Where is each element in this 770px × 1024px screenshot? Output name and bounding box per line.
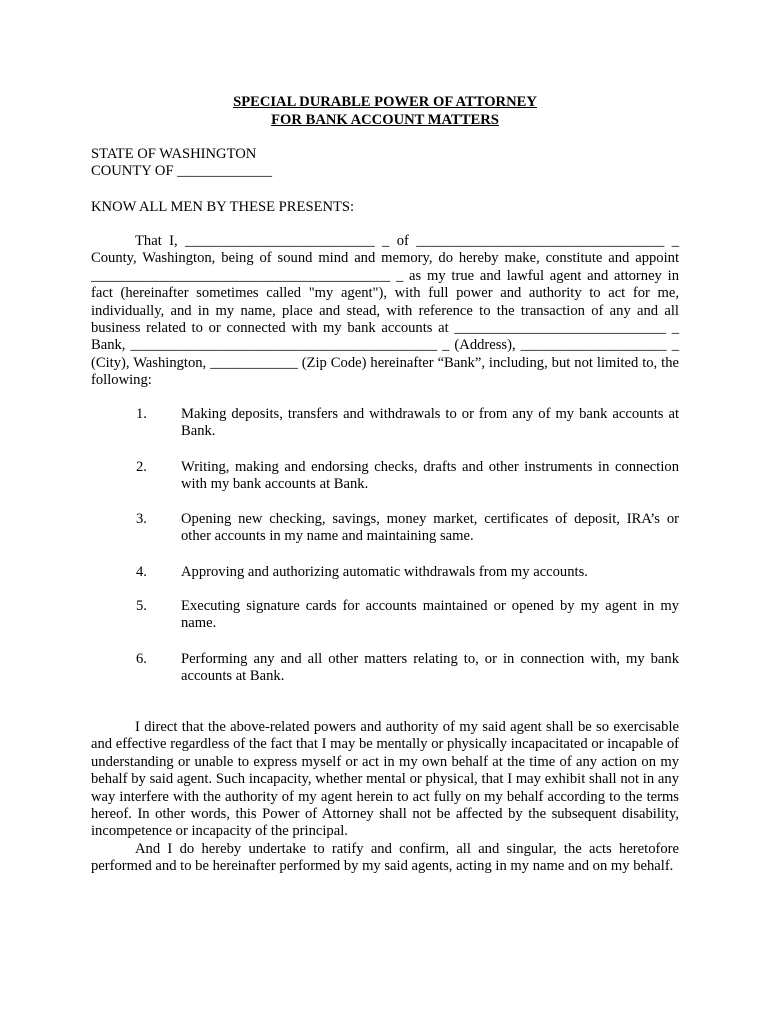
list-item bbox=[91, 406, 679, 441]
list-item-text: Performing any and all other matters relating to, or in connection with, my bank accounts at Bank. bbox=[181, 651, 679, 685]
list-item-number: 4. bbox=[136, 564, 147, 580]
document-title-line-1: SPECIAL DURABLE POWER OF ATTORNEY bbox=[233, 94, 537, 110]
list-item-number: 6. bbox=[136, 651, 147, 667]
list-item-number: 3. bbox=[136, 511, 147, 527]
list-item-text: Writing, making and endorsing checks, drafts and other instruments in connection with my bank accounts at Bank. bbox=[181, 459, 679, 493]
list-item-number: 2. bbox=[136, 459, 147, 475]
incapacity-paragraph: I direct that the above-related powers and authority of my said agent shall be so exercisable and effective regardless of the fact that I may be mentally or physically incapacitated or incapable of understanding or unable to express myself or act in my own behalf at the time of any action on my behalf by said agent. Such incapacity, whether mental or physical, that I may exhibit shall not in any way interfere with the authority of my agent herein to act fully on my behalf according to the terms hereof. In other words, this Power of Attorney shall not be affected by the subsequent disability, incompetence or incapacity of the principal. bbox=[91, 719, 679, 840]
list-item bbox=[91, 564, 679, 581]
state-line: STATE OF WASHINGTON bbox=[91, 146, 257, 162]
list-item-text: Making deposits, transfers and withdrawals to or from any of my bank accounts at Bank. bbox=[181, 406, 679, 440]
list-item-text: Approving and authorizing automatic withdrawals from my accounts. bbox=[181, 564, 588, 580]
document-title-line-2: FOR BANK ACCOUNT MATTERS bbox=[271, 112, 499, 128]
ratification-paragraph: And I do hereby undertake to ratify and confirm, all and singular, the acts heretofore performed and to be hereinafter performed by my said agents, acting in my name and on my behalf. bbox=[91, 841, 679, 875]
list-item-number: 5. bbox=[136, 598, 147, 614]
list-item bbox=[91, 651, 679, 686]
list-item-text: Executing signature cards for accounts maintained or opened by my agent in my name. bbox=[181, 598, 679, 632]
list-item bbox=[91, 511, 679, 546]
presents-line: KNOW ALL MEN BY THESE PRESENTS: bbox=[91, 199, 355, 215]
list-item bbox=[91, 459, 679, 494]
list-item-number: 1. bbox=[136, 406, 147, 422]
county-line: COUNTY OF _____________ bbox=[91, 163, 273, 179]
list-item-text: Opening new checking, savings, money market, certificates of deposit, IRA’s or other accounts in my name and maintaining same. bbox=[181, 511, 679, 545]
list-item bbox=[91, 598, 679, 633]
appointment-paragraph: That I, __________________________ _ of __________________________________ _ County, Washington, being of sound mind and memory, do hereby make, constitute and appoint _________________________________________ _ as my true and lawful agent and attorney in fact (hereinafter sometimes called "my agent"), with full power and authority to act for me, individually, and in my name, place and stead, with reference to the transaction of any and all business related to or connected with my bank accounts at _____________________________ _ Bank, __________________________________________ _ (Address), ____________________ _ (City), Washington, ____________ (Zip Code) hereinafter “Bank”, including, but not limited to, the following: bbox=[91, 233, 679, 389]
